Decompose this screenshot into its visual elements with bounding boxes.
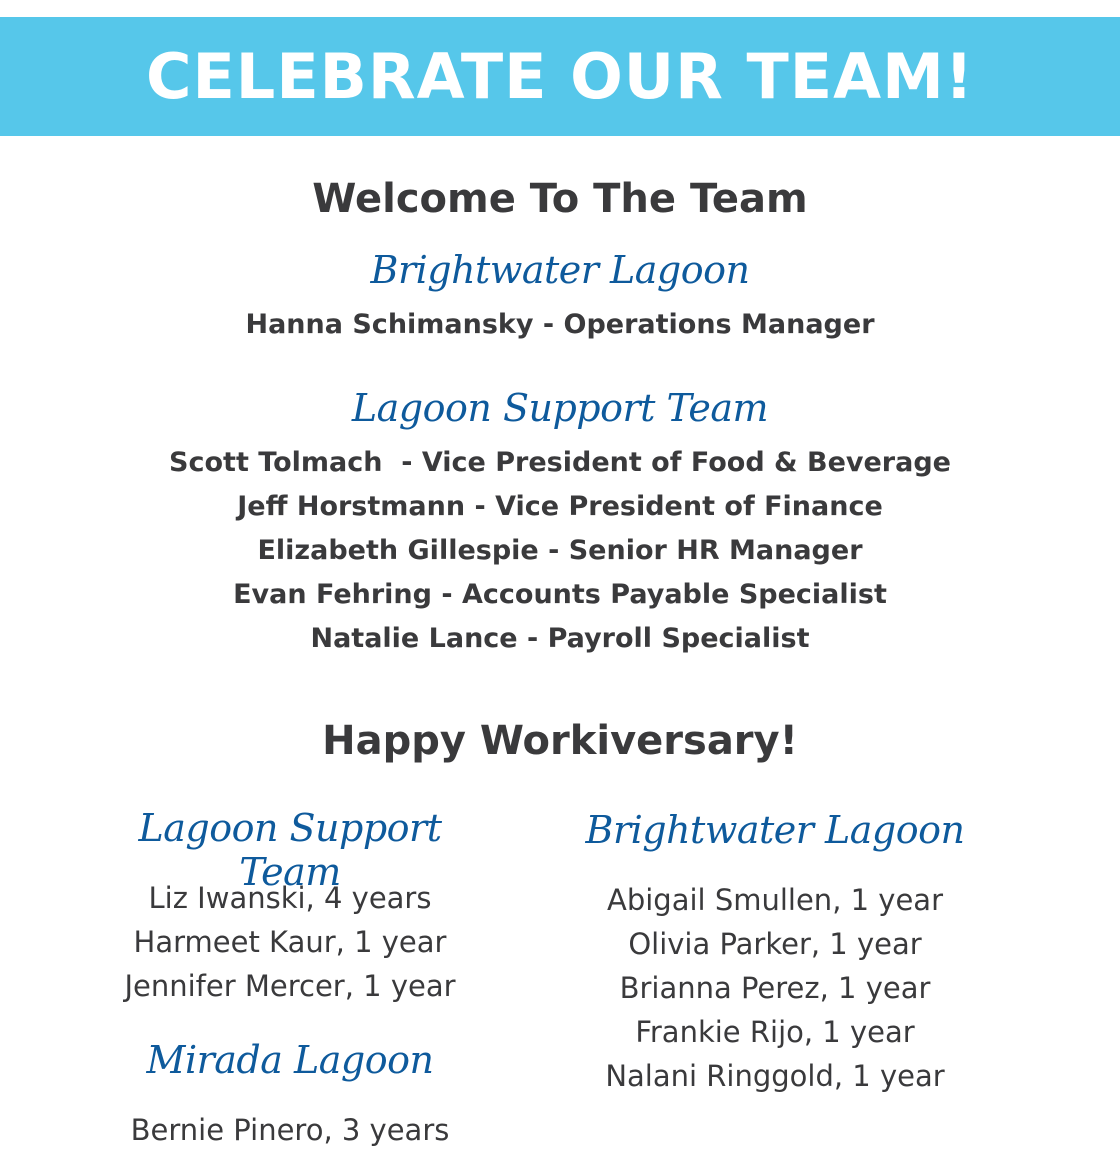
welcome-support-list [0, 441, 1120, 661]
workiversary-group-brightwater-name: Brightwater Lagoon [585, 808, 965, 852]
welcome-group-support-name: Lagoon Support Team [351, 386, 769, 430]
welcome-member: Hanna Schimansky - Operations Manager [245, 309, 875, 340]
workiversary-member: Frankie Rijo, 1 year [635, 1015, 915, 1049]
workiversary-member: Olivia Parker, 1 year [628, 927, 922, 961]
workiversary-right-column [585, 808, 965, 1098]
welcome-member: Natalie Lance - Payroll Specialist [310, 623, 810, 654]
workiversary-title: Happy Workiversary! [322, 718, 798, 764]
welcome-member: Scott Tolmach - Vice President of Food & Beverage [169, 447, 951, 478]
workiversary-member: Liz Iwanski, 4 years [148, 881, 432, 915]
workiversary-member: Harmeet Kaur, 1 year [133, 925, 447, 959]
workiversary-group-support-name: Lagoon Support Team [138, 806, 442, 894]
workiversary-member: Jennifer Mercer, 1 year [124, 969, 456, 1003]
welcome-member: Jeff Horstmann - Vice President of Finance [237, 491, 883, 522]
workiversary-member: Nalani Ringgold, 1 year [605, 1059, 945, 1093]
welcome-member: Evan Fehring - Accounts Payable Specialist [233, 579, 887, 610]
welcome-title: Welcome To The Team [312, 176, 808, 222]
welcome-member: Elizabeth Gillespie - Senior HR Manager [257, 535, 863, 566]
workiversary-member: Abigail Smullen, 1 year [607, 883, 943, 917]
welcome-group-brightwater-name: Brightwater Lagoon [370, 248, 750, 292]
header-banner [0, 17, 1120, 136]
workiversary-left-column [100, 806, 480, 1152]
workiversary-member: Brianna Perez, 1 year [619, 971, 931, 1005]
workiversary-group-mirada-name: Mirada Lagoon [146, 1038, 434, 1082]
workiversary-member: Bernie Pinero, 3 years [130, 1113, 450, 1147]
banner-title: CELEBRATE OUR TEAM! [145, 40, 975, 113]
